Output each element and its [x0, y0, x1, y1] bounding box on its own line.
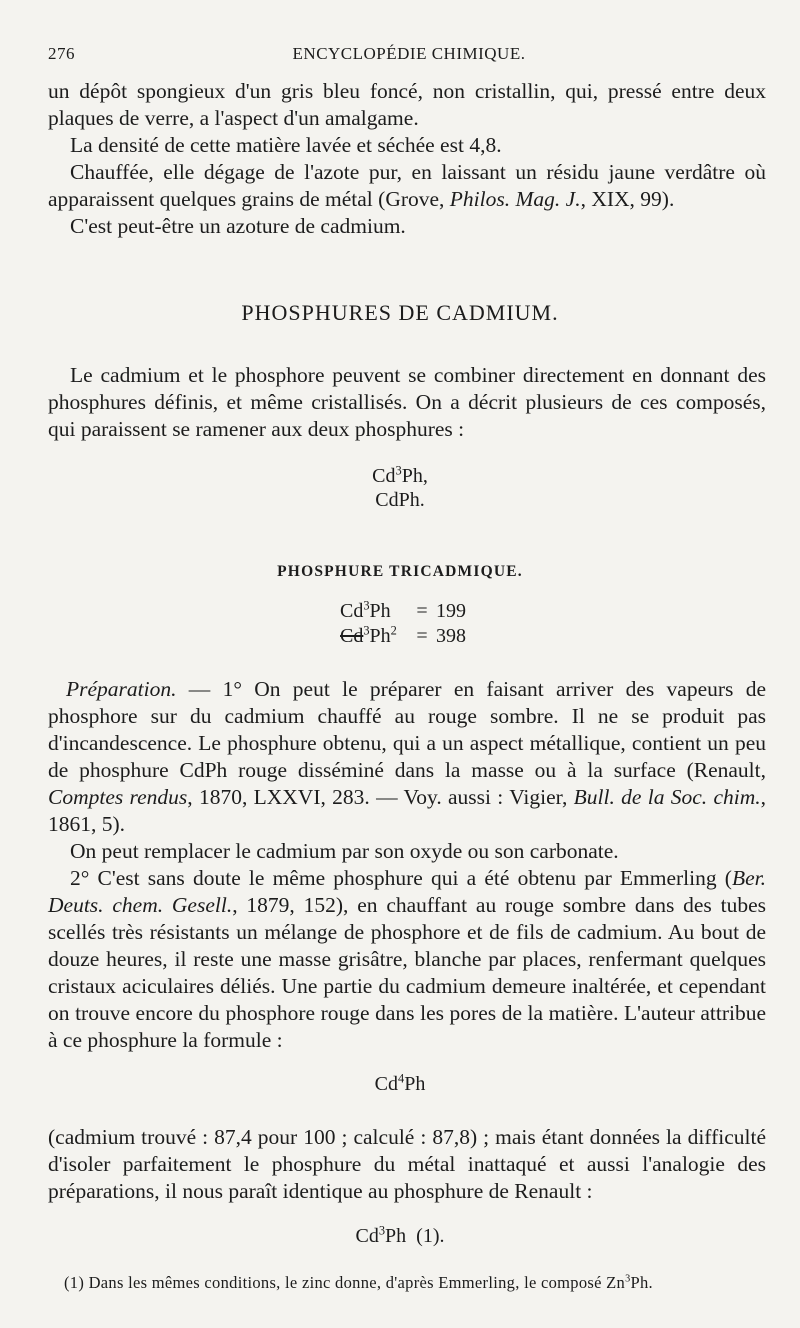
footnote	[64, 1273, 653, 1293]
text-run: , XIX, 99).	[580, 187, 675, 211]
formula-sup: 3	[395, 463, 402, 478]
formula-sup: 2	[390, 623, 397, 638]
text-run: , 1870, LXXVI, 283. — Voy. aussi : Vigier,	[187, 785, 574, 809]
formula-sup: 3	[363, 623, 370, 638]
equivalent-value: 398	[436, 625, 466, 647]
formula-cd3ph-renault	[0, 1224, 800, 1248]
formula-part: Cd	[374, 1073, 398, 1095]
equals-sign: =	[416, 600, 428, 622]
section-title: PHOSPHURES DE CADMIUM.	[241, 300, 559, 325]
equivalent-value: 199	[436, 600, 466, 622]
footnote-text: Ph.	[630, 1273, 653, 1292]
paragraph-intro: Le cadmium et le phosphore peuvent se combiner directement en donnant des phosphures définis, et même cristallisés. On a décrit plusieurs de ces composés, qui paraissent se ramener aux deux phosphures :	[48, 363, 766, 441]
paragraph-remplacer: On peut remplacer le cadmium par son oxyde ou son carbonate.	[70, 839, 619, 863]
citation-journal: Philos. Mag. J.	[449, 187, 581, 211]
formula-part: Ph	[385, 1225, 407, 1247]
formula-part: Ph	[369, 600, 391, 622]
running-title: ENCYCLOPÉDIE CHIMIQUE.	[292, 44, 526, 63]
equivalent-row	[340, 599, 466, 624]
text-run: — 1° On peut le préparer en faisant arriver des vapeurs de phosphore sur du cadmium chauffé au rouge sombre. Il ne se produit pas d'incandescence. Le phosphure obtenu, qui a un aspect métallique, contient un peu de phosphure CdPh rouge disséminé dans la masse ou à la surface (Renault,	[48, 677, 766, 782]
equivalent-formula	[340, 624, 408, 649]
paragraph-preparation	[48, 676, 766, 838]
footnote-ref: (1).	[416, 1225, 445, 1247]
text-run: 2° C'est sans doute le même phosphure qui a été obtenu par Emmerling (	[70, 866, 732, 890]
citation-journal: Bull. de la Soc. chim.	[573, 785, 761, 809]
equivalent-formula	[340, 599, 408, 624]
paragraph-chauffee	[48, 159, 766, 213]
formula-sup: 3	[625, 1273, 631, 1285]
formula-cd3ph	[0, 464, 800, 488]
formula-part: Cd	[372, 465, 396, 487]
formula-part: Cd	[340, 625, 364, 647]
formula-sup: 3	[378, 1223, 386, 1238]
formula-part: Ph	[404, 1073, 426, 1095]
formula-cdph: CdPh.	[375, 489, 425, 511]
text-line: un dépôt spongieux d'un gris bleu foncé, non cristallin, qui, pressé entre deux	[48, 79, 766, 103]
page-number: 276	[48, 44, 75, 63]
footnote-text: (1) Dans les mêmes conditions, le zinc donne, d'après Emmerling, le composé Zn	[64, 1273, 626, 1292]
paragraph-depot	[48, 78, 766, 132]
formula-cd4ph	[0, 1072, 800, 1096]
paragraph-densite: La densité de cette matière lavée et séchée est 4,8.	[70, 133, 502, 157]
text-run: , 1861, 5).	[48, 785, 767, 836]
subsection-title: PHOSPHURE TRICADMIQUE.	[277, 563, 523, 580]
paragraph-result: (cadmium trouvé : 87,4 pour 100 ; calculé : 87,8) ; mais étant données la difficulté d'isoler parfaitement le phosphure du métal inattaqué et aussi l'analogie des préparations, il nous paraît identique au phosphure de Renault :	[48, 1125, 766, 1203]
preparation-label: Préparation.	[66, 677, 177, 701]
equivalent-row	[340, 624, 466, 649]
citation-journal: Ber. Deuts. chem. Gesell.	[48, 866, 766, 917]
intro-block	[48, 362, 766, 443]
formula-part: Ph	[369, 625, 391, 647]
formula-sup: 3	[363, 598, 370, 613]
equivalents-block	[340, 599, 466, 649]
page-header	[48, 44, 770, 68]
result-block	[48, 1124, 766, 1205]
preparation-block	[48, 676, 766, 1054]
formula-part: Cd	[355, 1225, 379, 1247]
paragraph-azoture: C'est peut-être un azoture de cadmium.	[70, 214, 406, 238]
text-run: Chauffée, elle dégage de l'azote pur, en laissant un résidu jaune verdâtre où apparaissent quelques grains de métal (Grove,	[48, 160, 766, 211]
equals-sign: =	[416, 625, 428, 647]
citation-journal: Comptes rendus	[48, 785, 188, 809]
text-line: plaques de verre, a l'aspect d'un amalgame.	[48, 106, 419, 130]
top-text-block	[48, 78, 766, 240]
paragraph-emmerling	[48, 865, 766, 1054]
formula-part: Cd	[340, 600, 364, 622]
formula-sup: 4	[398, 1071, 405, 1086]
formula-part: Ph,	[401, 465, 428, 487]
text-run: , 1879, 152), en chauffant au rouge sombre dans des tubes scellés très résistants un mélange de phosphore et de fils de cadmium. Au bout de douze heures, il reste une masse grisâtre, blanche par places, renfermant quelques cristaux aciculaires déliés. Une partie du cadmium demeure inaltérée, et cependant on trouve encore du phosphore rouge dans les pores de la matière. L'auteur attribue à ce phosphure la formule :	[48, 893, 766, 1052]
